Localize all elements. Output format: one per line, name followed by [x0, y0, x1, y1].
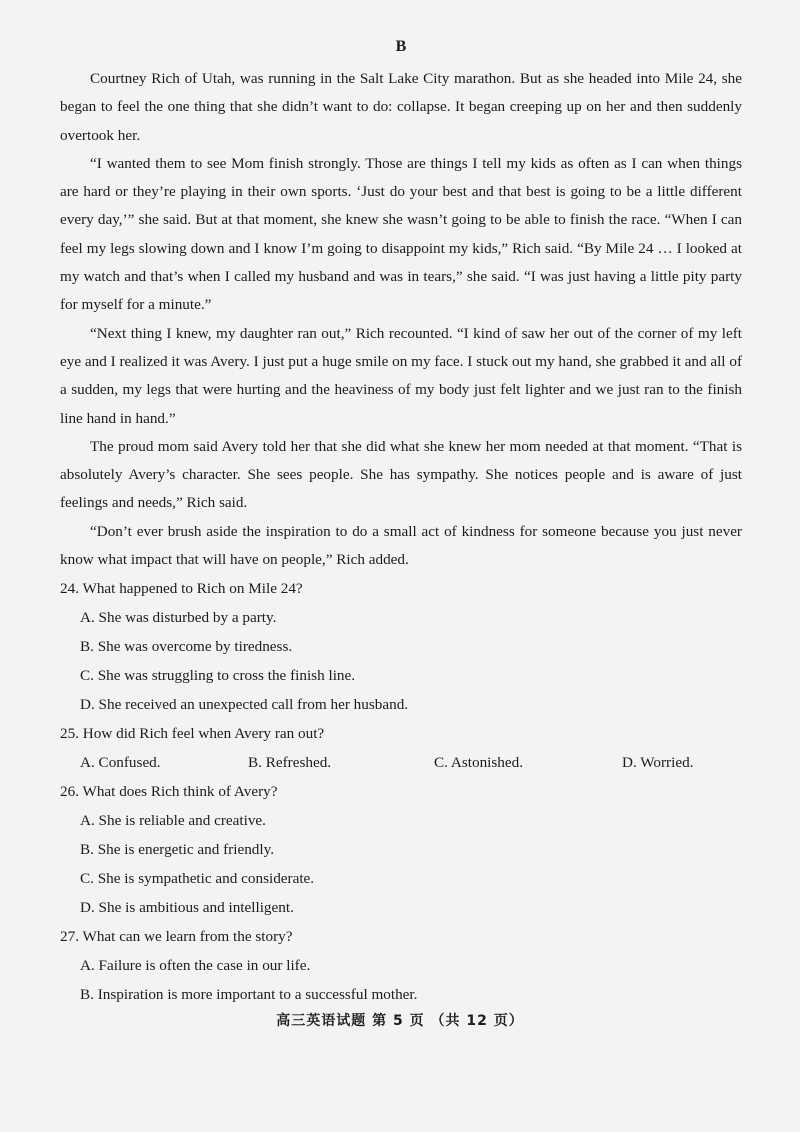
option-b: B. Inspiration is more important to a successful mother. — [80, 986, 418, 1004]
option-c: C. She was struggling to cross the finish line. — [80, 667, 356, 685]
question-25 — [60, 719, 742, 777]
question-stem: 26. What does Rich think of Avery? — [60, 783, 278, 801]
question-stem: 27. What can we learn from the story? — [60, 928, 293, 946]
reading-passage — [60, 65, 742, 574]
passage-paragraph-5: “Don’t ever brush aside the inspiration to do a small act of kindness for someone because you just never know what impact that will have on people,” Rich added. — [60, 522, 742, 569]
option-a: A. She is reliable and creative. — [80, 812, 266, 830]
option-c: C. She is sympathetic and considerate. — [80, 870, 315, 888]
option-b: B. She was overcome by tiredness. — [80, 638, 293, 656]
passage-paragraph-3: “Next thing I knew, my daughter ran out,” Rich recounted. “I kind of saw her out of the corner of my left eye and I realized it was Avery. I just put a huge smile on my face. I stuck out my hand, she grabbed it and all of a sudden, my legs that were hurting and the heaviness of my body just felt lighter and we just ran to the finish line hand in hand.” — [60, 324, 742, 427]
option-d: D. She is ambitious and intelligent. — [80, 899, 294, 917]
page-footer: 高三英语试题 第 5 页 （共 12 页） — [276, 1013, 524, 1029]
option-a: A. Confused. — [80, 754, 161, 772]
question-stem: 25. How did Rich feel when Avery ran out? — [60, 725, 325, 743]
question-stem: 24. What happened to Rich on Mile 24? — [60, 580, 303, 598]
passage-paragraph-2: “I wanted them to see Mom finish strongly. Those are things I tell my kids as often as I can when things are hard or they’re playing in their own sports. ‘Just do your best and that best is going to be a little different every day,’” she said. But at that moment, she knew she wasn’t going to be able to finish the race. “When I can feel my legs slowing down and I know I’m going to disappoint my kids,” Rich said. “By Mile 24 … I looked at my watch and that’s when I called my husband and was in tears,” she said. “I was just having a little pity party for myself for a minute.” — [60, 154, 742, 314]
section-heading: B — [395, 38, 407, 55]
passage-paragraph-4: The proud mom said Avery told her that she did what she knew her mom needed at that moment. “That is absolutely Avery’s character. She sees people. She has sympathy. She notices people and is aware of just feelings and needs,” Rich said. — [60, 437, 742, 512]
option-a: A. Failure is often the case in our life. — [80, 957, 311, 975]
option-d: D. Worried. — [622, 754, 694, 772]
question-26 — [60, 777, 742, 922]
option-c: C. Astonished. — [434, 754, 524, 772]
passage-paragraph-1: Courtney Rich of Utah, was running in the Salt Lake City marathon. But as she headed into Mile 24, she began to feel the one thing that she didn’t want to do: collapse. It began creeping up on her and then suddenly overtook her. — [60, 70, 742, 144]
option-row — [60, 748, 742, 777]
option-b: B. Refreshed. — [248, 754, 332, 772]
option-d: D. She received an unexpected call from her husband. — [80, 696, 409, 714]
question-27 — [60, 922, 742, 1009]
question-24 — [60, 574, 742, 719]
option-a: A. She was disturbed by a party. — [80, 609, 277, 627]
option-b: B. She is energetic and friendly. — [80, 841, 275, 859]
